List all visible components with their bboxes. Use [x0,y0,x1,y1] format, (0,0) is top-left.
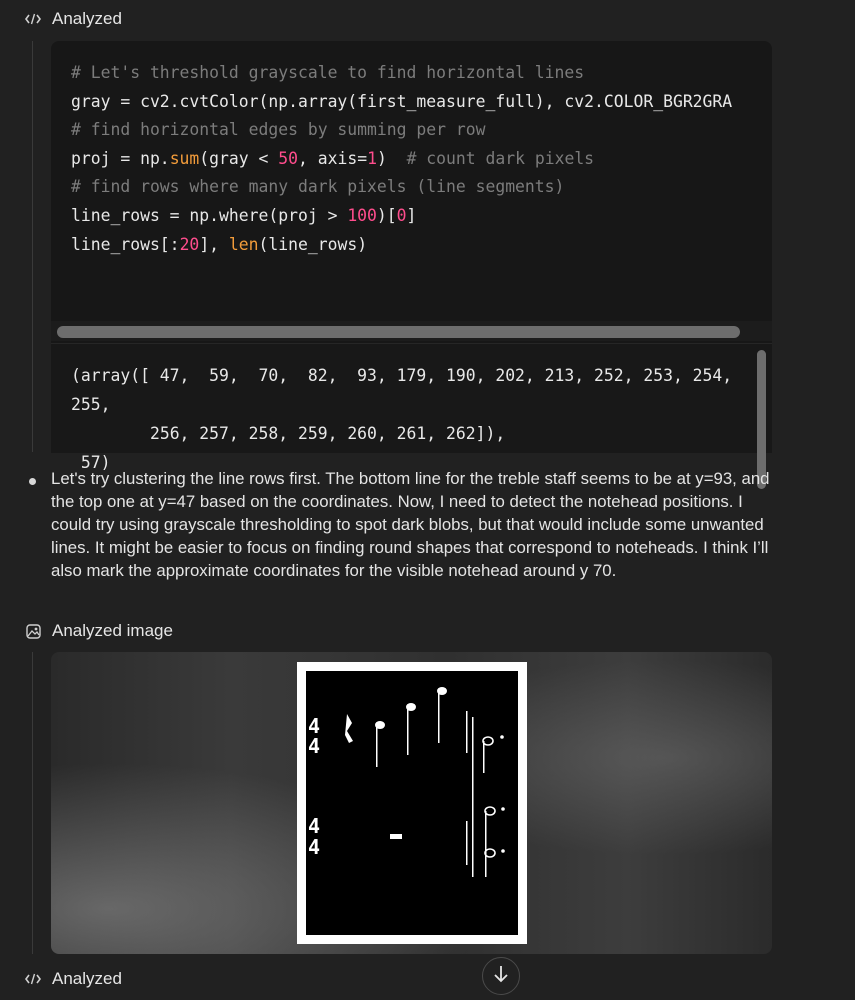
reasoning-text: Let's try clustering the line rows first. The bottom line for the treble staff seems to be at y=93, and the top one at y=47 based on the coordinates. Now, I need to detect the notehead positions. I could try using grayscale thresholding to spot dark blobs, but that would include some unwanted lines. It might be easier to focus on finding round shapes that correspond to noteheads. I think I’ll also mark the approximate coordinates for the visible notehead around y 70. [51,469,770,580]
scroll-to-bottom-button[interactable] [482,957,520,995]
code-icon [24,10,42,28]
time-signature-bottom-denominator: 4 [308,835,321,859]
code-line: # find rows where many dark pixels (line segments) [71,177,565,197]
code-output [51,343,772,472]
code-line: line_rows[:20], len(line_rows) [71,234,368,254]
score-image[interactable] [297,662,527,944]
code-line: # find horizontal edges by summing per row [71,120,486,140]
step-header-analyzed-2[interactable] [24,969,122,989]
horizontal-scrollbar-thumb[interactable] [57,326,740,338]
image-icon [24,622,42,640]
step-label: Analyzed [52,969,122,988]
output-text: (array([ 47, 59, 70, 82, 93, 179, 190, 202, 213, 252, 253, 254, 255, 256, 257, 258, 259, 260, 261, 262]), 57) [71,366,733,472]
code-line: gray = cv2.cvtColor(np.array(first_measure_full), cv2.COLOR_BGR2GRA [71,91,733,111]
step-label: Analyzed image [52,621,173,640]
code-line: # Let's threshold grayscale to find horizontal lines [71,63,585,82]
thread-line [32,41,33,452]
rest-symbol [345,714,353,743]
music-score-drawing [306,671,518,935]
step-label: Analyzed [52,9,122,28]
arrow-down-icon [493,965,509,988]
step-header-analyzed-image[interactable] [24,621,173,641]
horizontal-scrollbar[interactable] [51,321,772,341]
code-line: proj = np.sum(gray < 50, axis=1) # count dark pixels [71,148,595,168]
step-header-analyzed[interactable] [24,9,122,29]
code-icon [24,970,42,988]
code-block [51,41,772,472]
time-signature-bottom: 4 [308,814,321,838]
code-editor[interactable] [51,41,772,284]
thread-line [32,652,33,954]
bullet-dot [29,478,36,485]
code-line: line_rows = np.where(proj > 100)[0] [71,205,417,225]
time-signature-top-denominator: 4 [308,734,321,758]
whole-rest-symbol [390,834,402,839]
score-image-canvas [306,671,518,935]
analyzed-image-card[interactable] [51,652,772,954]
time-signature-top: 4 [308,714,321,738]
